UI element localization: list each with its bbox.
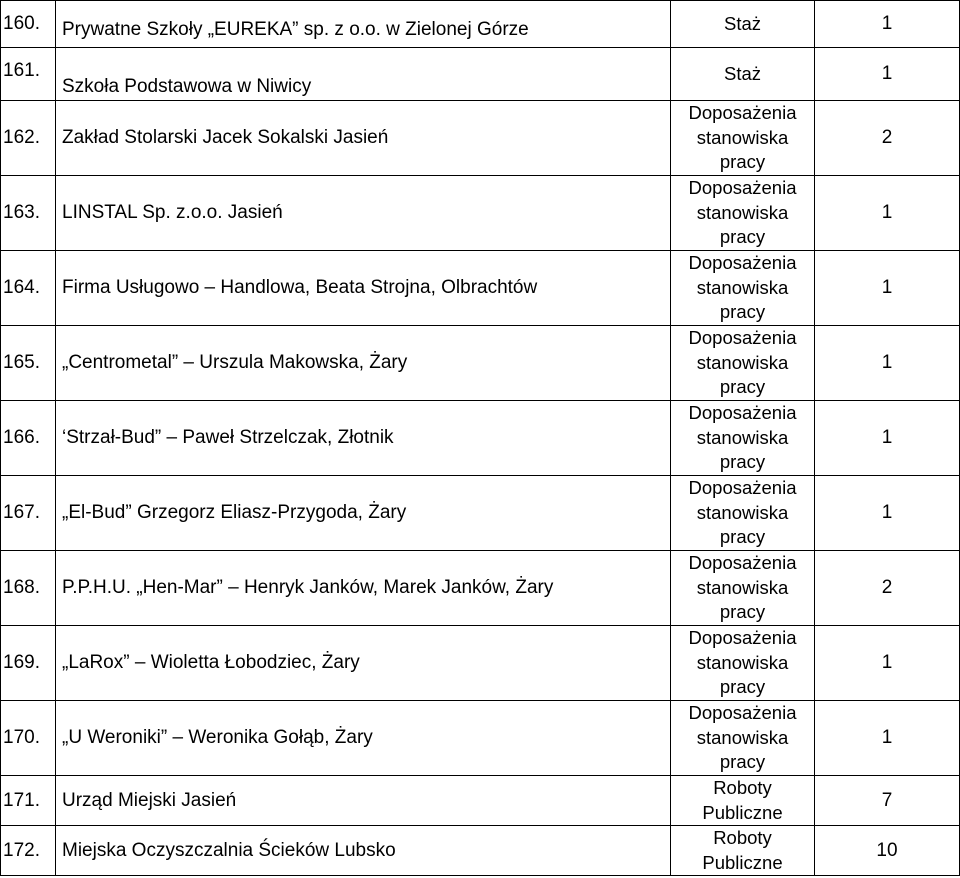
support-form-line: Staż [723, 12, 762, 34]
row-number: 171. [1, 776, 56, 826]
position-count: 10 [815, 826, 960, 876]
employer-name: Szkoła Podstawowa w Niwicy [56, 48, 671, 101]
table-row [1, 401, 960, 476]
position-count: 7 [815, 776, 960, 826]
support-form-line: pracy [719, 751, 766, 773]
position-count: 1 [815, 401, 960, 476]
support-form-line: Doposażenia [688, 702, 797, 724]
row-number: 160. [1, 1, 56, 48]
support-form-line: Publiczne [702, 851, 783, 873]
support-form-line: stanowiska [696, 276, 789, 298]
support-form-line: Publiczne [702, 801, 783, 823]
table-row [1, 326, 960, 401]
support-form-line: stanowiska [696, 651, 789, 673]
support-form-line: pracy [719, 601, 766, 623]
support-form-line: Doposażenia [688, 627, 797, 649]
employer-name: Firma Usługowo ‒ Handlowa, Beata Strojna, Olbrachtów [56, 251, 671, 326]
row-number: 161. [1, 48, 56, 101]
support-form-line: stanowiska [696, 351, 789, 373]
support-form-line: stanowiska [696, 501, 789, 523]
position-count: 2 [815, 551, 960, 626]
position-count: 1 [815, 476, 960, 551]
support-form [671, 701, 815, 776]
support-form-line: pracy [719, 226, 766, 248]
employer-name: „LaRox” ‒ Wioletta Łobodziec, Żary [56, 626, 671, 701]
support-form [671, 626, 815, 701]
support-form-line: Doposażenia [688, 327, 797, 349]
position-count: 1 [815, 251, 960, 326]
support-form [671, 326, 815, 401]
employer-name: Urząd Miejski Jasień [56, 776, 671, 826]
support-form [671, 476, 815, 551]
support-form [671, 176, 815, 251]
position-count: 2 [815, 101, 960, 176]
employer-name: „El-Bud” Grzegorz Eliasz-Przygoda, Żary [56, 476, 671, 551]
support-form-line: Doposażenia [688, 252, 797, 274]
support-form [671, 826, 815, 876]
row-number: 169. [1, 626, 56, 701]
support-form-line: stanowiska [696, 576, 789, 598]
support-form-line: pracy [719, 376, 766, 398]
table-row [1, 251, 960, 326]
support-form-line: Doposażenia [688, 402, 797, 424]
support-form-line: Roboty [713, 827, 772, 848]
support-form-line: pracy [719, 301, 766, 323]
table-row [1, 776, 960, 826]
table-row [1, 551, 960, 626]
row-number: 162. [1, 101, 56, 176]
position-count: 1 [815, 48, 960, 101]
row-number: 163. [1, 176, 56, 251]
support-form-line: stanowiska [696, 201, 789, 223]
employer-name: „Centrometal” ‒ Urszula Makowska, Żary [56, 326, 671, 401]
support-form [671, 48, 815, 101]
support-form-line: Doposażenia [688, 477, 797, 499]
row-number: 168. [1, 551, 56, 626]
position-count: 1 [815, 626, 960, 701]
support-form-line: stanowiska [696, 126, 789, 148]
support-form [671, 776, 815, 826]
support-form [671, 401, 815, 476]
position-count: 1 [815, 326, 960, 401]
support-form-line: stanowiska [696, 426, 789, 448]
table-row [1, 476, 960, 551]
position-count: 1 [815, 701, 960, 776]
support-form [671, 1, 815, 48]
support-form-line: pracy [719, 451, 766, 473]
employer-name: Miejska Oczyszczalnia Ścieków Lubsko [56, 826, 671, 876]
support-form-line: Doposażenia [688, 102, 797, 124]
table-row [1, 701, 960, 776]
row-number: 170. [1, 701, 56, 776]
employer-name: ‘Strzał-Bud” ‒ Paweł Strzelczak, Złotnik [56, 401, 671, 476]
table-row [1, 626, 960, 701]
employer-name: Zakład Stolarski Jacek Sokalski Jasień [56, 101, 671, 176]
row-number: 166. [1, 401, 56, 476]
row-number: 164. [1, 251, 56, 326]
table-row [1, 1, 960, 48]
support-form-line: Doposażenia [688, 552, 797, 574]
employer-name: LINSTAL Sp. z.o.o. Jasień [56, 176, 671, 251]
support-form [671, 101, 815, 176]
table-row [1, 101, 960, 176]
row-number: 167. [1, 476, 56, 551]
table-row [1, 826, 960, 876]
employer-name: Prywatne Szkoły „EUREKA” sp. z o.o. w Zielonej Górze [56, 1, 671, 48]
support-form [671, 551, 815, 626]
employer-name: „U Weroniki” ‒ Weronika Gołąb, Żary [56, 701, 671, 776]
table-row [1, 48, 960, 101]
support-form-line: Roboty [713, 777, 772, 798]
support-form-line: pracy [719, 676, 766, 698]
support-form-line: stanowiska [696, 726, 789, 748]
support-form-line: pracy [719, 151, 766, 173]
position-count: 1 [815, 176, 960, 251]
support-form-line: pracy [719, 526, 766, 548]
employer-name: P.P.H.U. „Hen-Mar” ‒ Henryk Janków, Marek Janków, Żary [56, 551, 671, 626]
table-row [1, 176, 960, 251]
row-number: 165. [1, 326, 56, 401]
support-form-line: Doposażenia [688, 177, 797, 199]
row-number: 172. [1, 826, 56, 876]
support-form [671, 251, 815, 326]
support-form-line: Staż [723, 62, 762, 84]
position-count: 1 [815, 1, 960, 48]
